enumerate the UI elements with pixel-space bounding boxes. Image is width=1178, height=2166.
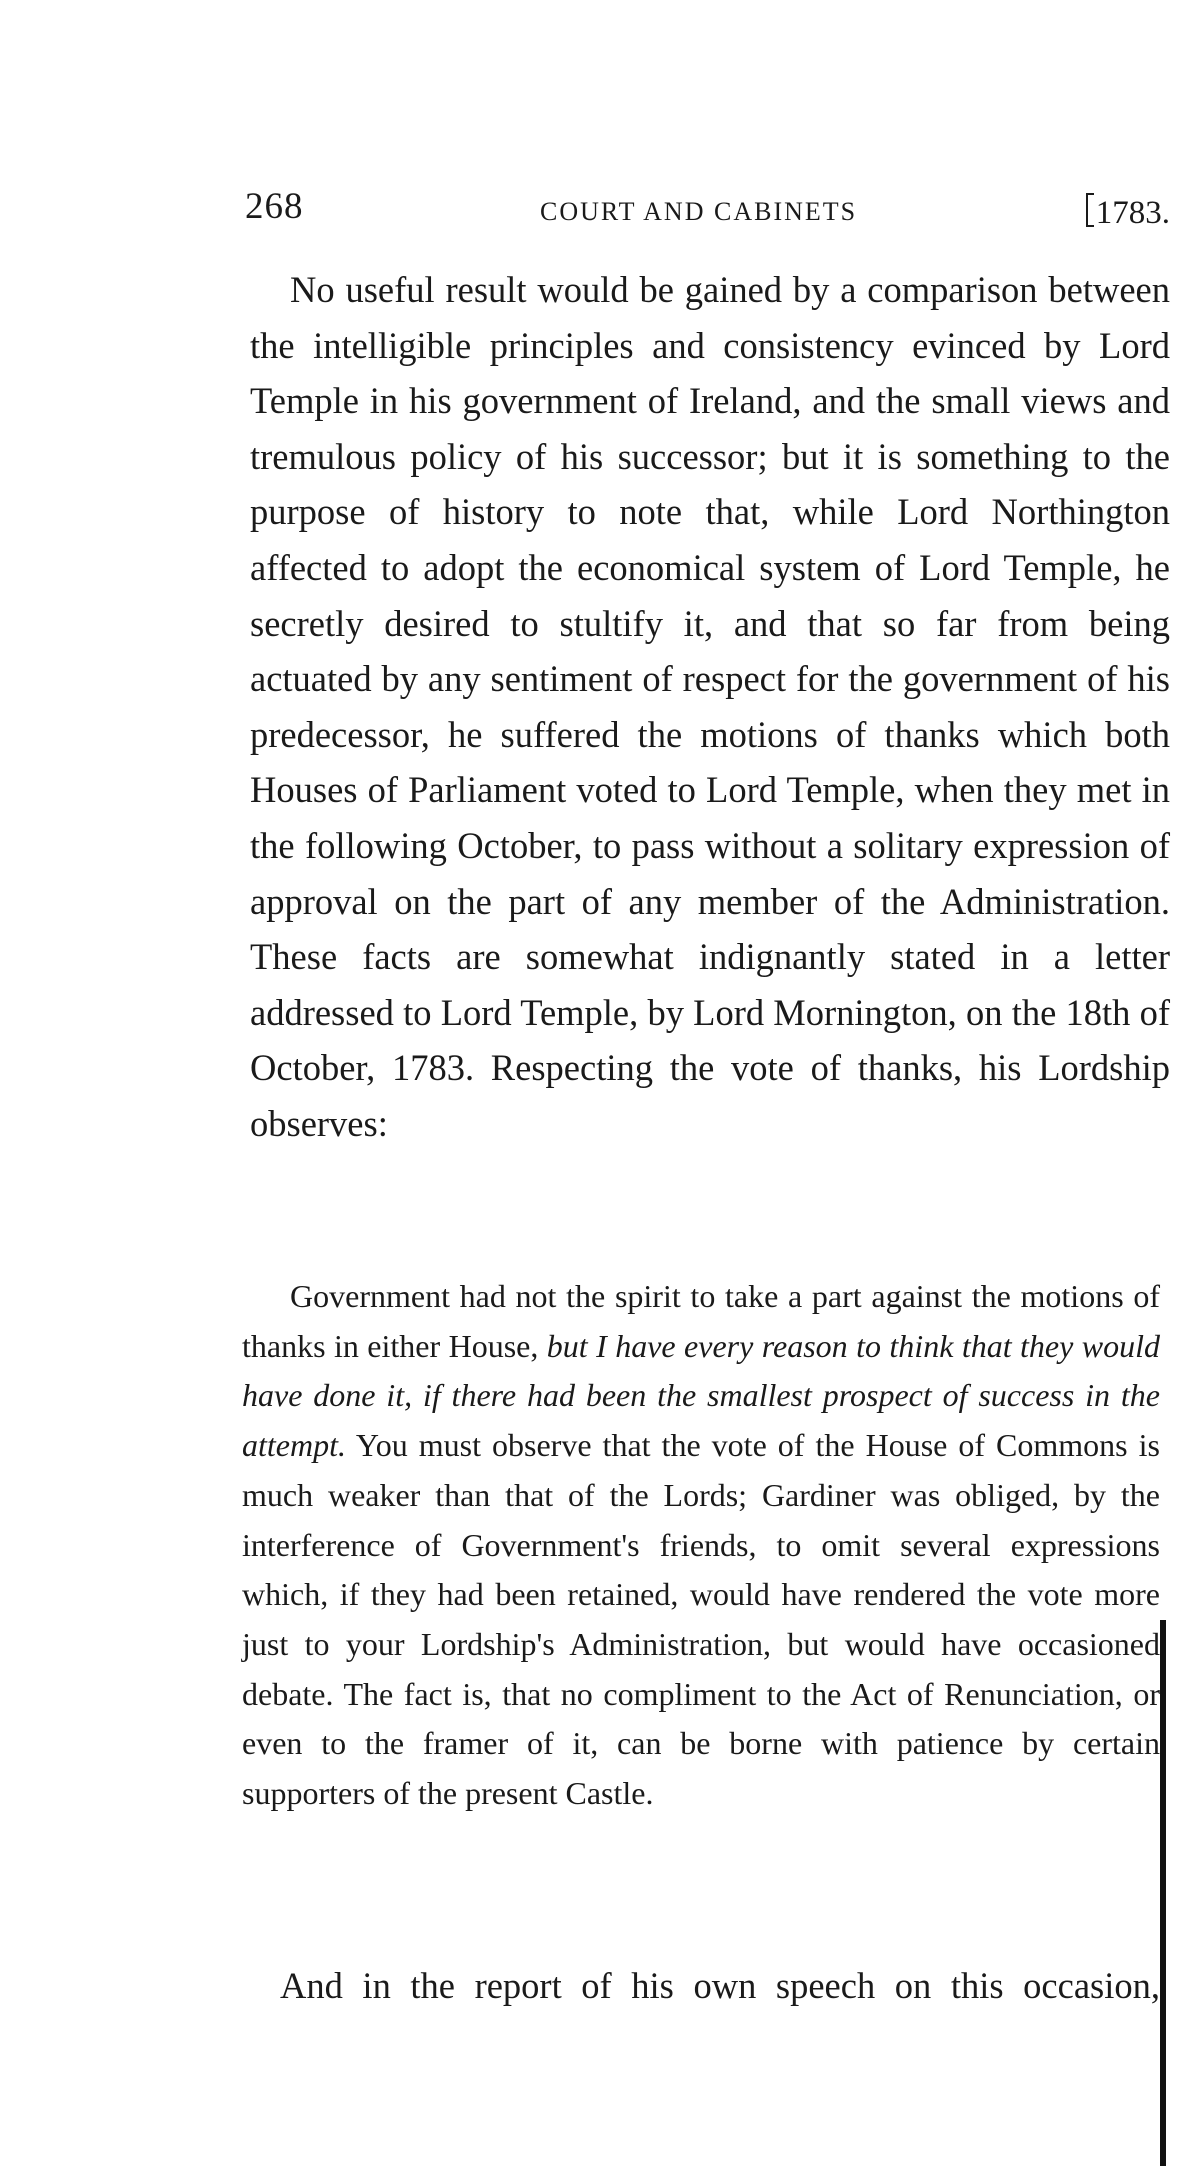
running-head (245, 185, 1170, 235)
body-paragraph: No useful result would be gained by a comparison between the intelligible principles and consistency evinced by Lord Temple in his government of Ireland, and the small views and tremulous policy of his successor; but it is something to the purpose of history to note that, while Lord Northington affected to adopt the economical system of Lord Temple, he secretly desired to stultify it, and that so far from being actuated by any sentiment of respect for the government of his predecessor, he suffered the motions of thanks which both Houses of Parliament voted to Lord Temple, when they met in the following October, to pass without a solitary expression of approval on the part of any member of the Administration. These facts are somewhat indignantly stated in a letter addressed to Lord Temple, by Lord Mornington, on the 18th of October, 1783. Respecting the vote of thanks, his Lordship observes: (250, 269, 1170, 1144)
page-number: 268 (245, 186, 304, 227)
quoted-letter-extract (242, 1272, 1160, 1819)
extract-italic-text: but I have every reason to think that they would have done it, if there had been the smallest prospect of success in the attempt. (242, 1327, 1161, 1464)
extract-text-part-1: Government had not the spirit to take a part against the motions of thanks in either House, (242, 1278, 1160, 1364)
extract-text-part-2: You must observe that the vote of the House of Commons is much weaker than that of the Lords; Gardiner was obliged, by the interference of Government's friends, to omit several expressions which, if they had been retained, would have rendered the vote more just to your Lordship's Administration, but would have occasioned debate. The fact is, that no compliment to the Act of Renunciation, or even to the framer of it, can be borne with patience by certain supporters of the present Castle. (242, 1427, 1160, 1812)
closing-line: And in the report of his own speech on this occasion, (280, 1965, 1160, 2006)
margin-rule (1160, 1620, 1166, 2166)
running-title: COURT AND CABINETS (540, 197, 858, 226)
running-year: 1783. (1086, 193, 1170, 232)
